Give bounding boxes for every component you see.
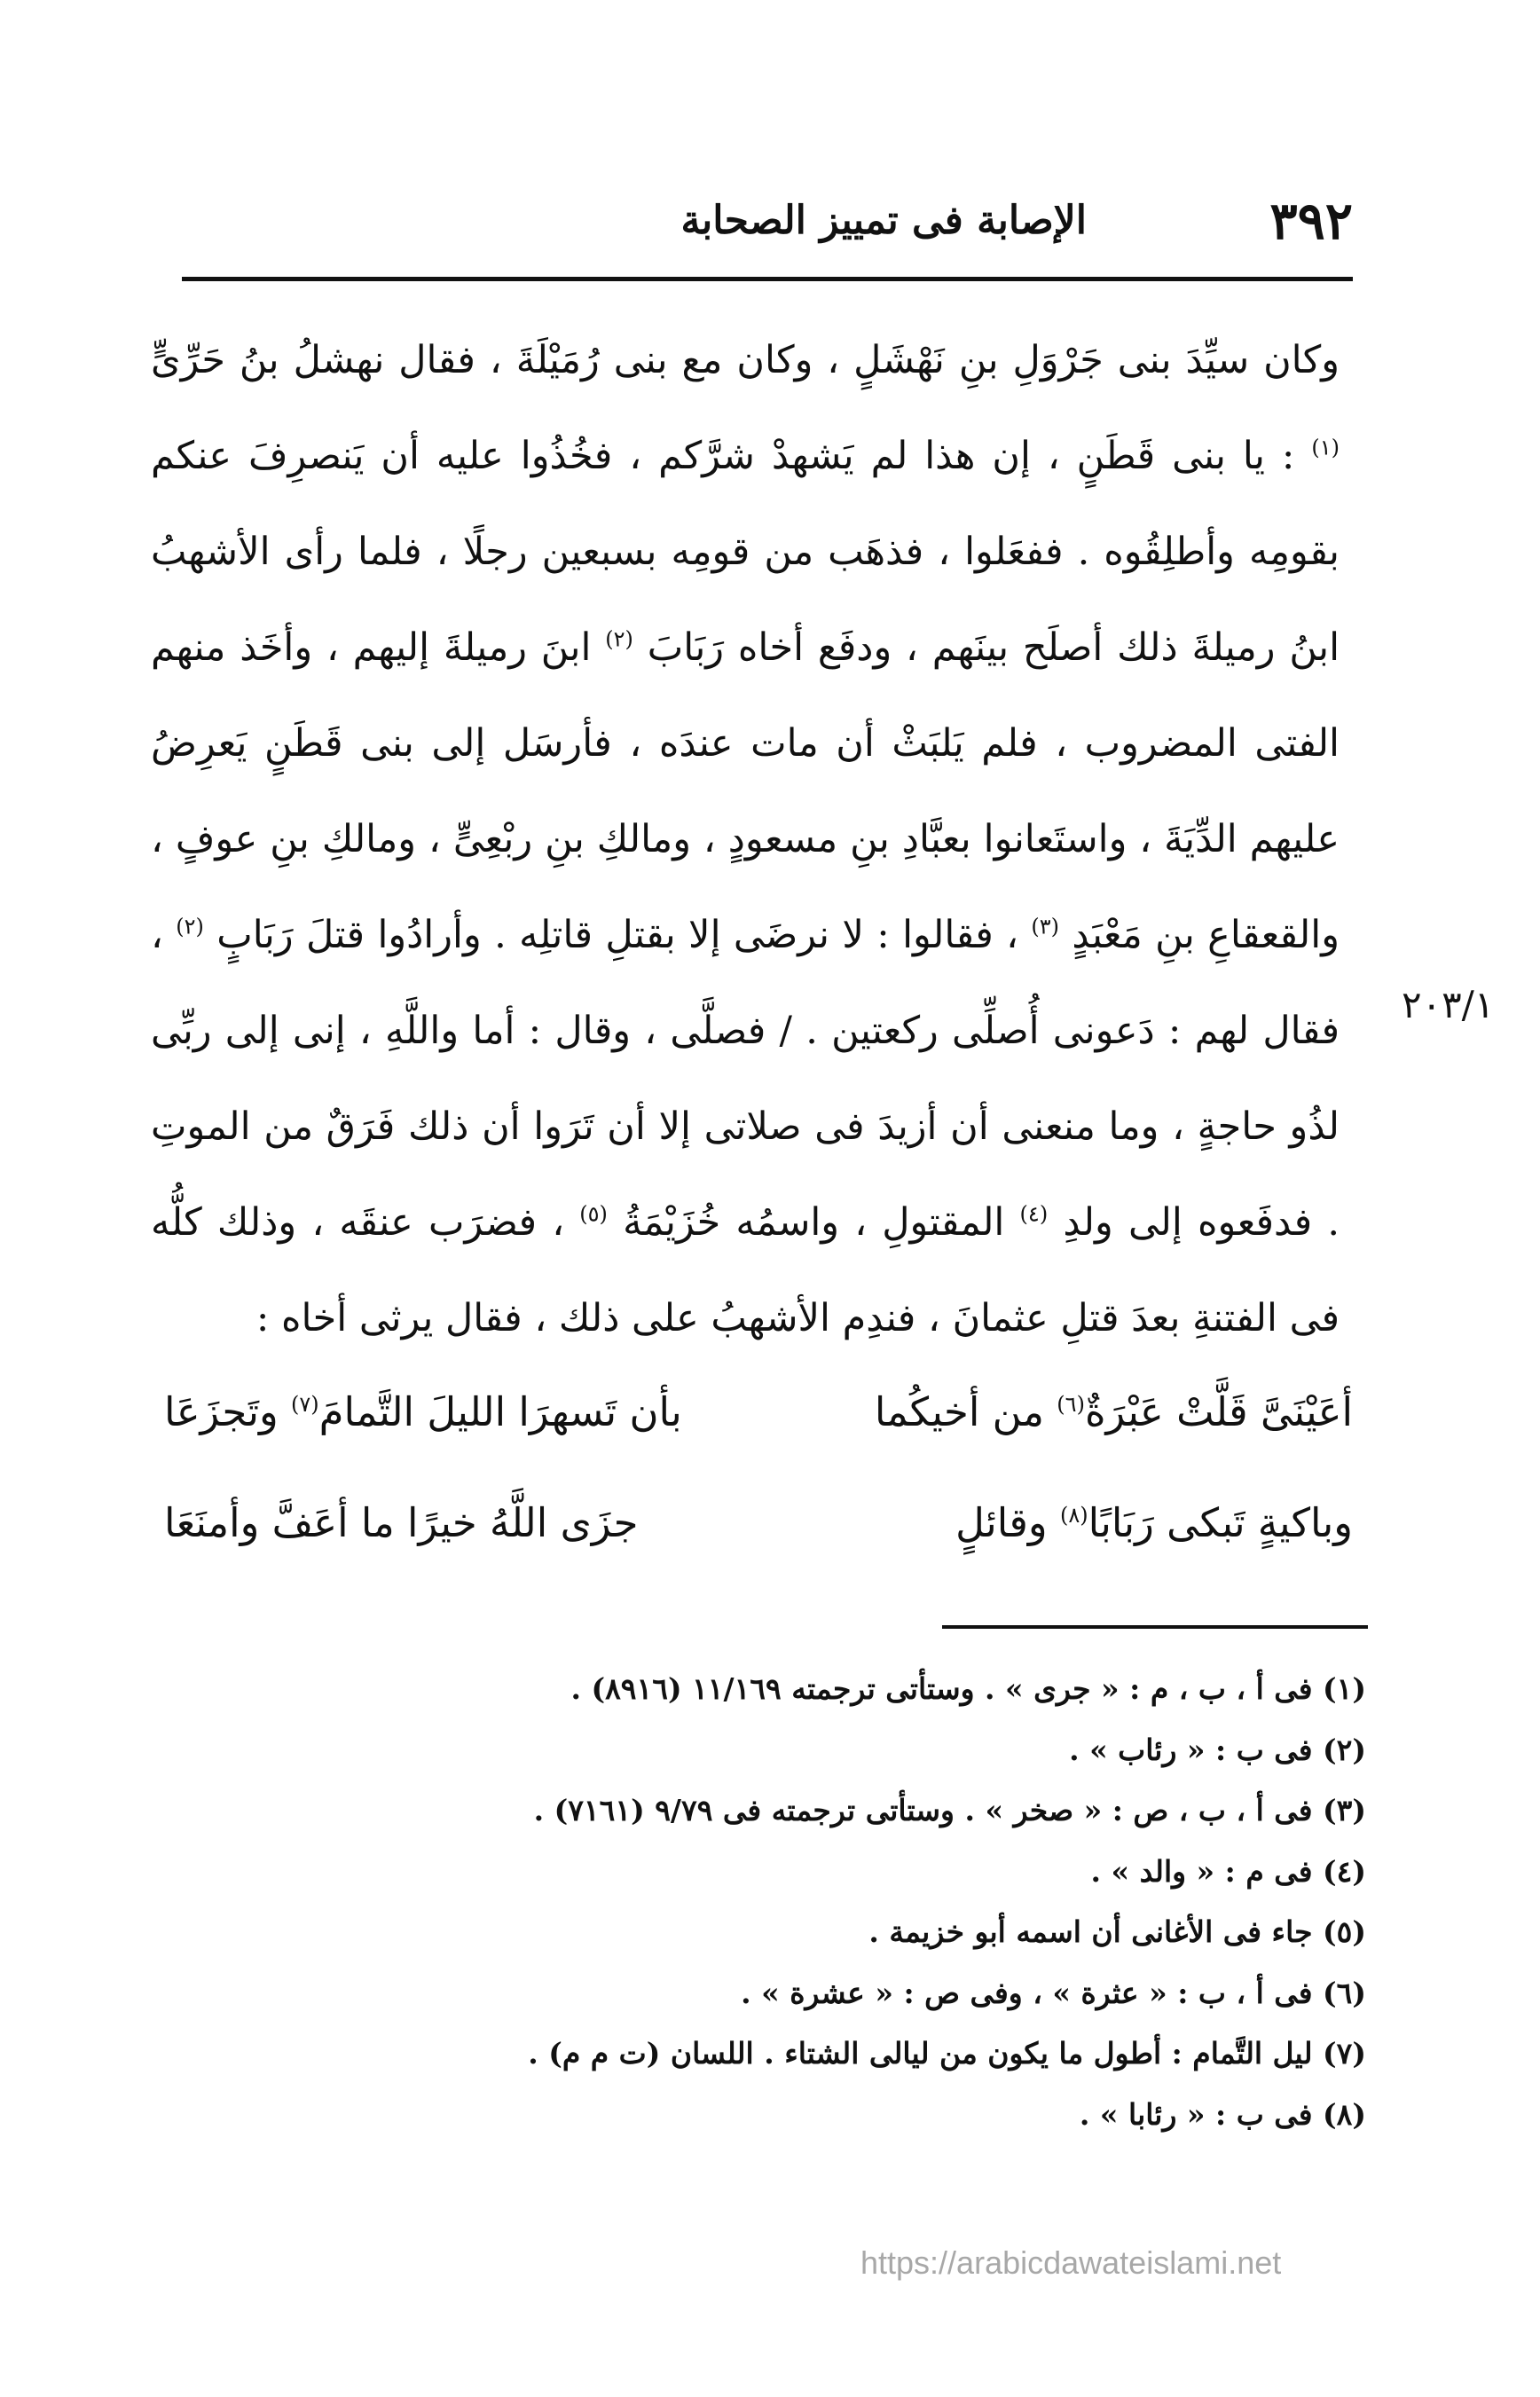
footnote: (٦) فى أ ، ب : « عثرة » ، وفى ص : « عشرة » . <box>741 1975 1366 2010</box>
text-segment: ، فقال لهم : دَعونى أُصلِّى ركعتين . / فصلَّى ، وقال : أما واللَّهِ ، إنى إلى ربِّى لذُو حاجةٍ ، وما منعنى أن أزيدَ فى صلاتى إلا أن تَرَوا أن ذلك فَرَقٌ من الموتِ . فدفَعوه إلى ولدِ <box>151 913 1340 1245</box>
footnote: (٧) ليل التَّمام : أطول ما يكون من ليالى الشتاء . اللسان (ت م م) . <box>528 2036 1366 2071</box>
verse-second-hemistich <box>164 1388 682 1435</box>
page-number: ٣٩٢ <box>1269 191 1353 251</box>
running-title: الإصابة فى تمييز الصحابة <box>680 198 1087 243</box>
text-segment: ، فضرَب عنقَه ، وذلك كلُّه فى الفتنةِ بعدَ قتلِ عثمانَ ، فندِم الأشهبُ على ذلك ، فقال يرثى أخاه : <box>151 1200 1340 1340</box>
margin-reference: ٢٠٣/١ <box>1402 983 1495 1026</box>
paragraph <box>151 312 1340 1366</box>
header-divider <box>182 277 1353 281</box>
footnote-ref[interactable]: (٧) <box>291 1392 319 1417</box>
poem-verse <box>164 1388 1353 1477</box>
footnote: (٤) فى م : « والد » . <box>1090 1853 1366 1889</box>
footnote-ref[interactable]: (٨) <box>1059 1503 1088 1528</box>
verse-text: بأن تَسهرَا الليلَ التَّمامَ <box>318 1388 682 1435</box>
verse-first-hemistich <box>955 1499 1353 1546</box>
footnote: (٥) جاء فى الأغانى أن اسمه أبو خزيمة . <box>868 1914 1366 1949</box>
footnote: (٢) فى ب : « رئاب » . <box>1069 1732 1366 1767</box>
footnote-ref[interactable]: (٢) <box>176 914 204 939</box>
text-segment: ، فقالوا : لا نرضَى إلا بقتلِ قاتلِه . وأرادُوا قتلَ رَبَابٍ <box>216 913 1019 957</box>
footnote: (٨) فى ب : « رئابا » . <box>1079 2096 1366 2132</box>
footnotes <box>497 1659 1366 2145</box>
verse-text: وتَجزَعَا <box>164 1388 279 1435</box>
text-segment: : يا بنى قَطَنٍ ، إن هذا لم يَشهدْ شرَّكم ، فخُذُوا عليه أن يَنصرِفَ عنكم بقومِه وأطلِقُوه . ففعَلوا ، فذهَب من قومِه بسبعين رجلًا ، فلما رأى الأشهبُ ابنُ رميلةَ ذلك أصلَح بينَهم ، ودفَع أخاه رَبَابَ <box>151 434 1340 670</box>
verse-text: وباكيةٍ تَبكى رَبَابًا <box>1088 1499 1353 1546</box>
source-watermark: https://arabicdawateislami.net <box>860 2244 1282 2281</box>
verse-text: وقائلٍ <box>955 1499 1048 1546</box>
footnote-divider <box>942 1625 1368 1629</box>
footnote-ref[interactable]: (٢) <box>605 626 633 652</box>
footnote-ref[interactable]: (٥) <box>579 1201 608 1227</box>
footnote: (٣) فى أ ، ب ، ص : « صخر » . وستأتى ترجمته فى ٩/٧٩ (٧١٦١) . <box>533 1793 1366 1827</box>
page-header <box>182 191 1353 271</box>
verse-second-hemistich <box>164 1499 638 1546</box>
footnote-ref[interactable]: (١) <box>1311 435 1340 460</box>
main-text <box>151 312 1340 1366</box>
text-segment: ابنَ رميلةَ إليهم ، وأخَذ منهم الفتى المضروب ، فلم يَلبَثْ أن مات عندَه ، فأرسَل إلى بنى قَطَنٍ يَعرِضُ عليهم الدِّيَةَ ، واستَعانوا بعبَّادِ بنِ مسعودٍ ، ومالكِ بنِ ربْعِىٍّ ، ومالكِ بنِ عوفٍ ، والقعقاعِ بنِ مَعْبَدٍ <box>151 625 1340 957</box>
footnote-ref[interactable]: (٦) <box>1057 1392 1085 1417</box>
verse-text: أعَيْنَىَّ قَلَّتْ عَبْرَةٌ <box>1084 1388 1353 1435</box>
poem-verse <box>164 1499 1353 1588</box>
text-segment: المقتولِ ، واسمُه خُزَيْمَةُ <box>623 1200 1005 1245</box>
footnote: (١) فى أ ، ب ، م : « جرى » . وستأتى ترجمته ١١/١٦٩ (٨٩١٦) . <box>570 1671 1366 1706</box>
footnote-ref[interactable]: (٣) <box>1031 914 1060 939</box>
verse-text: من أخيكُما <box>874 1388 1044 1435</box>
verse-first-hemistich <box>875 1388 1353 1435</box>
footnote-ref[interactable]: (٤) <box>1019 1201 1049 1227</box>
text-segment: وكان سيِّدَ بنى جَرْوَلِ بنِ نَهْشَلٍ ، وكان مع بنى رُمَيْلَةَ ، فقال نهشلُ بنُ حَرِّىٍّ <box>151 338 1340 382</box>
verse-text: جزَى اللَّهُ خيرًا ما أعَفَّ وأمنَعَا <box>164 1499 639 1546</box>
